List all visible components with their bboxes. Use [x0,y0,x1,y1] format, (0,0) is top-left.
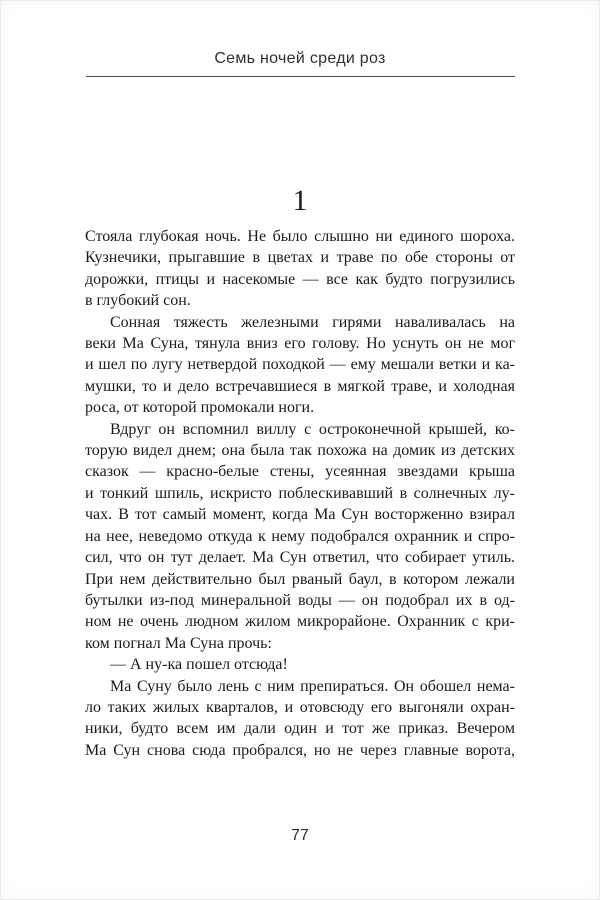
text-line: торую видел днем; она была так похожа на домик из детских [85,442,515,460]
paragraph [85,676,515,762]
text-line: Ма Суну было лень с ним препираться. Он обошел нема- [110,677,515,695]
text-line: ло таких жилых кварталов, и отовсюду его выгоняли охран- [85,698,515,716]
text-line: — А ну-ка пошел отсюда! [110,656,288,674]
paragraph [85,654,515,675]
text-line: Сонная тяжесть железными гирями наваливалась на [110,313,515,331]
header-rule [86,76,515,77]
text-line: роса, от которой промокали ноги. [85,399,315,417]
text-line: чах. В тот самый момент, когда Ма Сун восторженно взирал [85,506,515,524]
text-line: Стояла глубокая ночь. Не было слышно ни единого шороха. [85,228,515,245]
text-line: бутылки из-под минеральной воды — он подобрал их в од- [85,591,515,609]
text-line: дорожки, птицы и насекомые — все как будто погрузились [85,270,515,288]
text-line: Кузнечики, прыгавшие в цветах и траве по обе стороны от [85,249,515,267]
body-text [85,226,515,761]
text-line: и шел по лугу нетвердой походкой — ему мешали ветки и ка- [85,356,515,374]
chapter-number: 1 [292,184,308,217]
text-line: Ма Сун снова сюда пробрался, но не через главные ворота, [85,741,515,759]
paragraph [85,312,515,419]
paragraph [85,419,515,654]
text-line: в глубокий сон. [85,292,191,310]
text-line: на нее, неведомо откуда к нему подобрался охранник и спро- [85,527,515,545]
text-line: мушки, то и дело встречавшиеся в мягкой траве, и холодная [85,377,515,395]
paragraph [85,226,515,312]
text-line: веки Ма Суна, тянула вниз его голову. Но уснуть он не мог [85,335,515,353]
text-line: сил, что он тут делает. Ма Сун ответил, что собирает утиль. [85,549,515,567]
text-line: ном не очень людном жилом микрорайоне. Охранник с кри- [85,613,515,631]
text-line: сказок — красно-белые стены, усеянная звездами крыша [85,463,515,481]
text-line: ники, будто всем им дали один и тот же приказ. Вечером [85,720,515,738]
text-line: ком погнал Ма Суна прочь: [85,634,272,652]
text-line: Вдруг он вспомнил виллу с остроконечной крышей, ко- [110,420,515,438]
text-line: и тонкий шпиль, искристо поблескивавший в солнечных лу- [85,484,515,502]
text-line: При нем действительно был рваный баул, в котором лежали [85,570,515,588]
page-number: 77 [291,827,309,844]
running-head-title: Семь ночей среди роз [214,50,386,67]
